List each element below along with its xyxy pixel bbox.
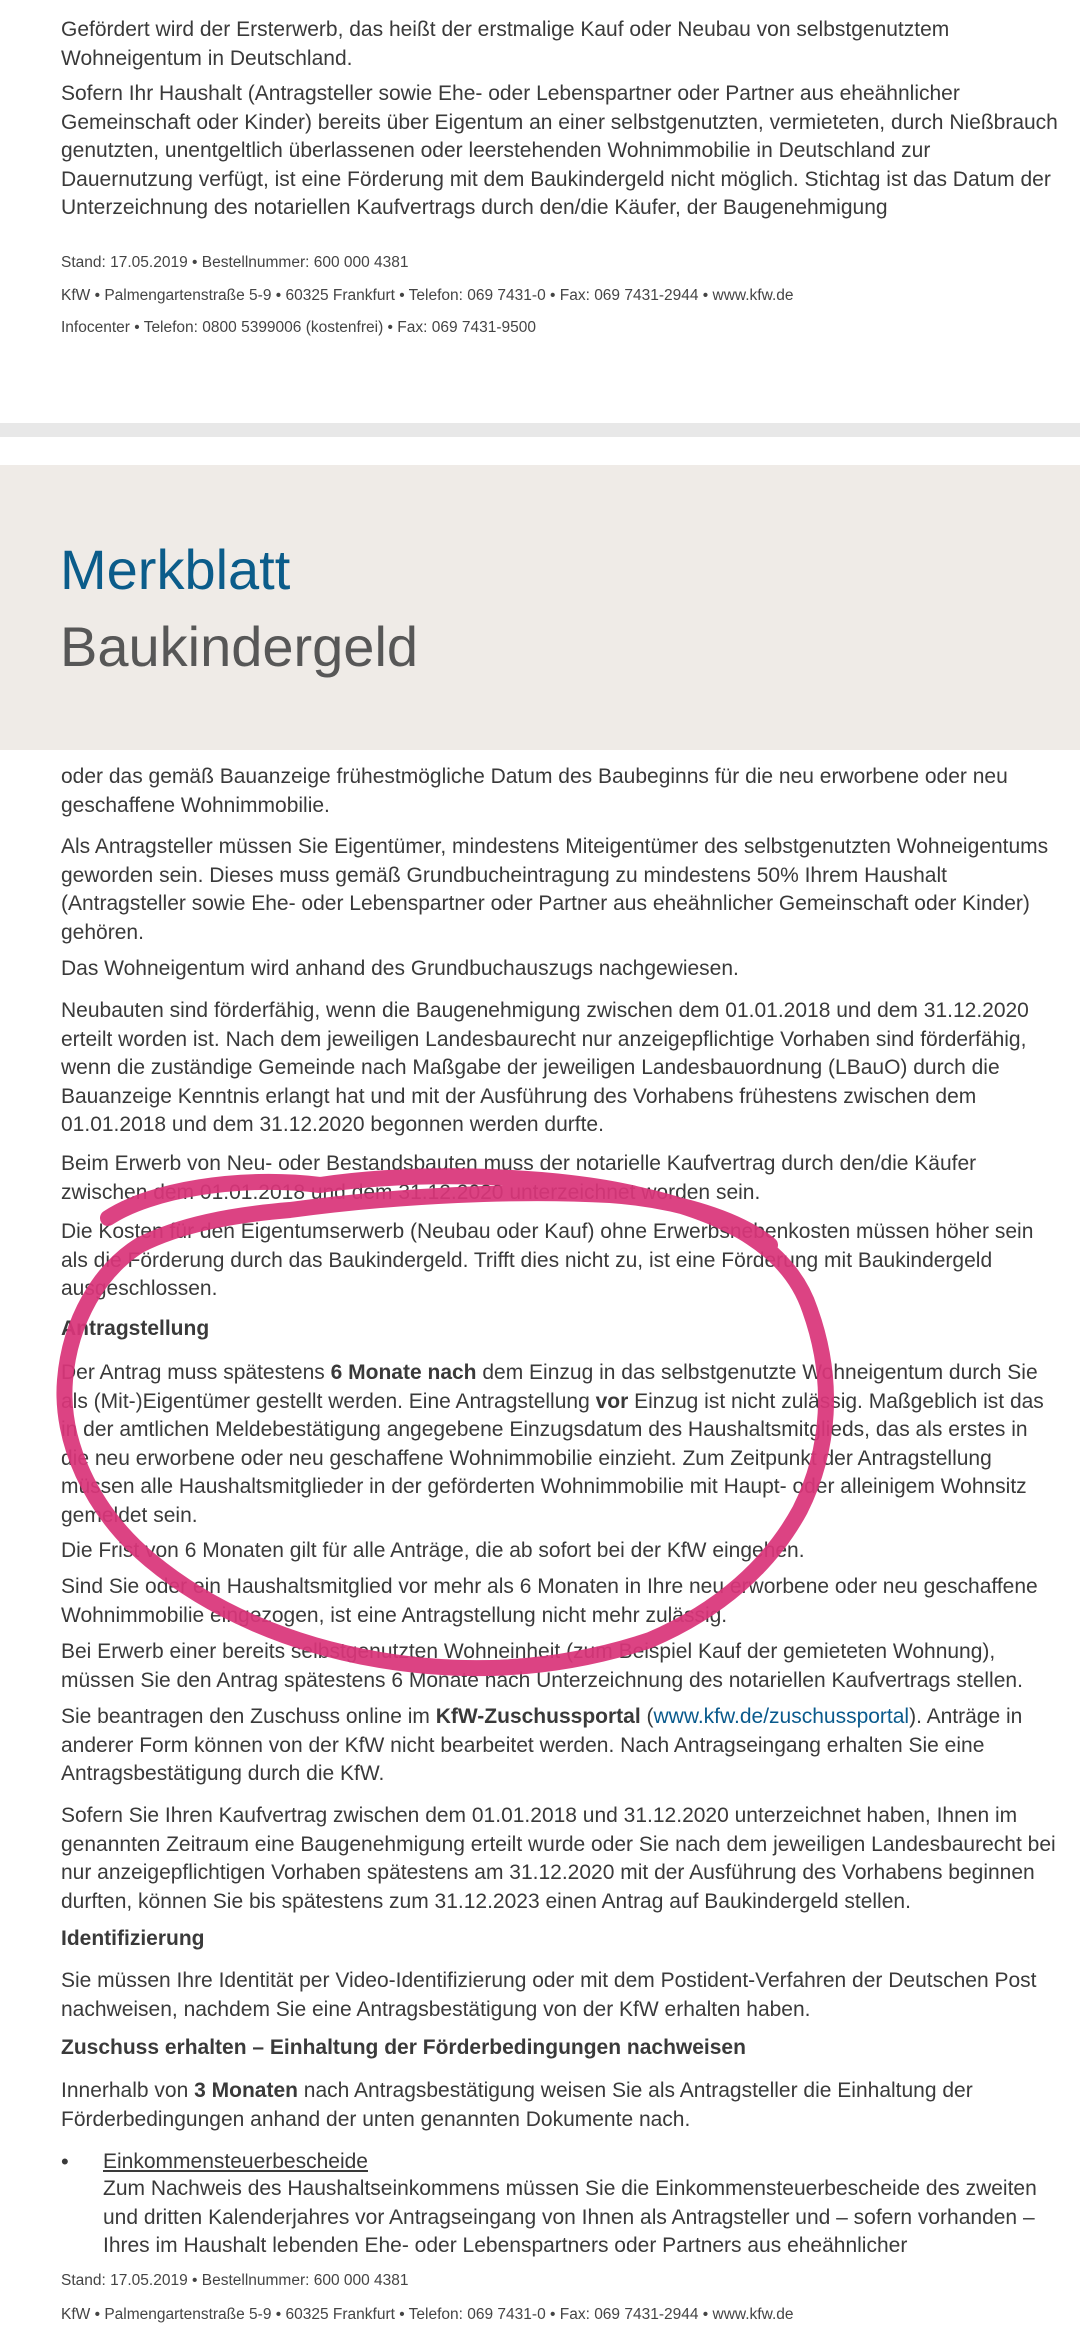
paragraph-grundbuchauszug: Das Wohneigentum wird anhand des Grundbuchauszugs nachgewiesen. bbox=[61, 957, 739, 980]
bottom-footer-address: KfW • Palmengartenstraße 5-9 • 60325 Frankfurt • Telefon: 069 7431-0 • Fax: 069 7431-2944 • www.kfw.de bbox=[61, 2306, 794, 2323]
paragraph-kosten-eigentumserwerb: Die Kosten für den Eigentumserwerb (Neubau oder Kauf) ohne Erwerbsnebenkosten müssen höher sein als die Förderung durch das Baukindergeld. Trifft dies nicht zu, ist eine Förderung mit Baukindergeld ausgeschlossen. bbox=[61, 1220, 1034, 1301]
bullet-icon: • bbox=[61, 2149, 69, 2174]
zuschussportal-link[interactable]: www.kfw.de/zuschussportal bbox=[653, 1705, 910, 1728]
heading-antragstellung: Antragstellung bbox=[61, 1317, 210, 1340]
footer-stand: Stand: 17.05.2019 • Bestellnummer: 600 000 4381 bbox=[61, 254, 409, 271]
bullet-title-einkommensteuerbescheide: Einkommensteuerbescheide bbox=[103, 2150, 368, 2173]
paragraph-eigentum-haushalt: Sofern Ihr Haushalt (Antragsteller sowie Ehe- oder Lebenspartner oder Partner aus eheähnlicher Gemeinschaft oder Kinder) bereits über Eigentum an einer selbstgenutzten, vermieteten, durch Nießbrauch genutzten, unentgeltlich überlassenen oder leerstehenden Wohnimmobilie in Deutschland zur Dauernutzung verfügt, ist eine Förderung mit dem Baukindergeld nicht möglich. Stichtag ist das Datum der Unterzeichnung des notariellen Kaufvertrags durch den/die Käufer, der Baugenehmigung bbox=[61, 82, 1058, 220]
heading-zuschuss-erhalten: Zuschuss erhalten – Einhaltung der Förderbedingungen nachweisen bbox=[61, 2036, 746, 2059]
paragraph-erwerb-kaufvertrag: Beim Erwerb von Neu- oder Bestandsbauten muss der notarielle Kaufvertrag durch den/die Käufer zwischen dem 01.01.2018 und dem 31.12.2020 unterzeichnet worden sein. bbox=[61, 1152, 977, 1204]
intro-paragraph-ersterwerb: Gefördert wird der Ersterwerb, das heißt der erstmalige Kauf oder Neubau von selbstgenutztem Wohneigentum in Deutschland. bbox=[61, 18, 950, 70]
paragraph-neubauten: Neubauten sind förderfähig, wenn die Baugenehmigung zwischen dem 01.01.2018 und dem 31.12.2020 erteilt worden ist. Nach dem jeweiligen Landesbaurecht nur anzeigepflichtige Vorhaben sind förderfähig, wenn die zuständige Gemeinde nach Maßgabe der jeweiligen Landesbauordnung (LBauO) durch die Bauanzeige Kenntnis erlangt hat und mit der Ausführung des Vorhabens frühestens zwischen dem 01.01.2018 und dem 31.12.2020 begonnen werden durfte. bbox=[61, 999, 1029, 1137]
paragraph-baubeginn: oder das gemäß Bauanzeige frühestmögliche Datum des Baubeginns für die neu erworbene oder neu geschaffene Wohnimmobilie. bbox=[61, 765, 1008, 817]
bottom-footer-stand: Stand: 17.05.2019 • Bestellnummer: 600 000 4381 bbox=[61, 2272, 409, 2289]
paragraph-kaufvertrag-zeitraum: Sofern Sie Ihren Kaufvertrag zwischen dem 01.01.2018 und 31.12.2020 unterzeichnet haben, Ihnen im genannten Zeitraum eine Baugenehmigung erteilt wurde oder Sie nach dem jeweiligen Landesbaurecht bei nur anzeigepflichtigen Vorhaben spätestens am 31.12.2020 mit der Ausführung des Vorhabens beginnen durften, können Sie bis spätestens zum 31.12.2023 einen Antrag auf Baukindergeld stellen. bbox=[61, 1804, 1056, 1913]
bullet-text-einkommensnachweis: Zum Nachweis des Haushaltseinkommens müssen Sie die Einkommensteuerbescheide des zweiten und dritten Kalenderjahres vor Antragseingang von Ihnen als Antragsteller und – sofern vorhanden – Ihres im Haushalt lebenden Ehe- oder Lebenspartners oder Partners aus eheähnlicher bbox=[103, 2177, 1037, 2258]
paragraph-antragsteller-eigentuemer: Als Antragsteller müssen Sie Eigentümer, mindestens Miteigentümer des selbstgenutzten Wohneigentums geworden sein. Dieses muss gemäß Grundbucheintragung zu mindestens 50% Ihrem Haushalt (Antragsteller sowie Ehe- oder Lebenspartner oder Partner aus eheähnlicher Gemeinschaft oder Kinder) gehören. bbox=[61, 835, 1049, 944]
paragraph-haushaltsmitglied-eingezogen: Sind Sie oder ein Haushaltsmitglied vor mehr als 6 Monaten in Ihre neu erworbene oder neu geschaffene Wohnimmobilie eingezogen, ist eine Antragstellung nicht mehr zulässig. bbox=[61, 1575, 1038, 1627]
document-title-baukindergeld: Baukindergeld bbox=[60, 615, 419, 678]
page-divider bbox=[0, 423, 1080, 437]
paragraph-identifizierung: Sie müssen Ihre Identität per Video-Identifizierung oder mit dem Postident-Verfahren der Deutschen Post nachweisen, nachdem Sie eine Antragsbestätigung von der KfW erhalten haben. bbox=[61, 1969, 1037, 2021]
heading-identifizierung: Identifizierung bbox=[61, 1927, 205, 1950]
paragraph-zuschussportal: Sie beantragen den Zuschuss online im KfW-Zuschussportal (www.kfw.de/zuschussportal). Anträge in anderer Form können von der KfW nicht bearbeitet werden. Nach Antragseingang erhalten Sie eine Antragsbestätigung durch die KfW. bbox=[61, 1705, 1023, 1786]
paragraph-selbstgenutzte-wohneinheit: Bei Erwerb einer bereits selbstgenutzten Wohneinheit (zum Beispiel Kauf der gemieteten Wohnung), müssen Sie den Antrag spätestens 6 Monate nach Unterzeichnung des notariellen Kaufvertrags stellen. bbox=[61, 1640, 1023, 1692]
footer-address: KfW • Palmengartenstraße 5-9 • 60325 Frankfurt • Telefon: 069 7431-0 • Fax: 069 7431-2944 • www.kfw.de bbox=[61, 287, 794, 304]
paragraph-frist-6-monate: Die Frist von 6 Monaten gilt für alle Anträge, die ab sofort bei der KfW eingehen. bbox=[61, 1539, 805, 1562]
paragraph-nachweis-3-monate: Innerhalb von 3 Monaten nach Antragsbestätigung weisen Sie als Antragsteller die Einhaltung der Förderbedingungen anhand der unten genannten Dokumente nach. bbox=[61, 2079, 973, 2131]
paragraph-antragsfrist: Der Antrag muss spätestens 6 Monate nach dem Einzug in das selbstgenutzte Wohneigentum durch Sie als (Mit-)Eigentümer gestellt werden. Eine Antragstellung vor Einzug ist nicht zulässig. Maßgeblich ist das in der amtlichen Meldebestätigung angegebene Einzugsdatum des Haushaltsmitglieds, das als erstes in die neu erworbene oder neu geschaffene Wohnimmobilie einzieht. Zum Zeitpunkt der Antragstellung müssen alle Haushaltsmitglieder in der geförderten Wohnimmobilie mit Haupt- oder alleinigem Wohnsitz gemeldet sein. bbox=[61, 1361, 1044, 1527]
document-header-band bbox=[0, 465, 1080, 750]
footer-infocenter: Infocenter • Telefon: 0800 5399006 (kostenfrei) • Fax: 069 7431-9500 bbox=[61, 319, 537, 336]
document-title-merkblatt: Merkblatt bbox=[60, 538, 291, 601]
